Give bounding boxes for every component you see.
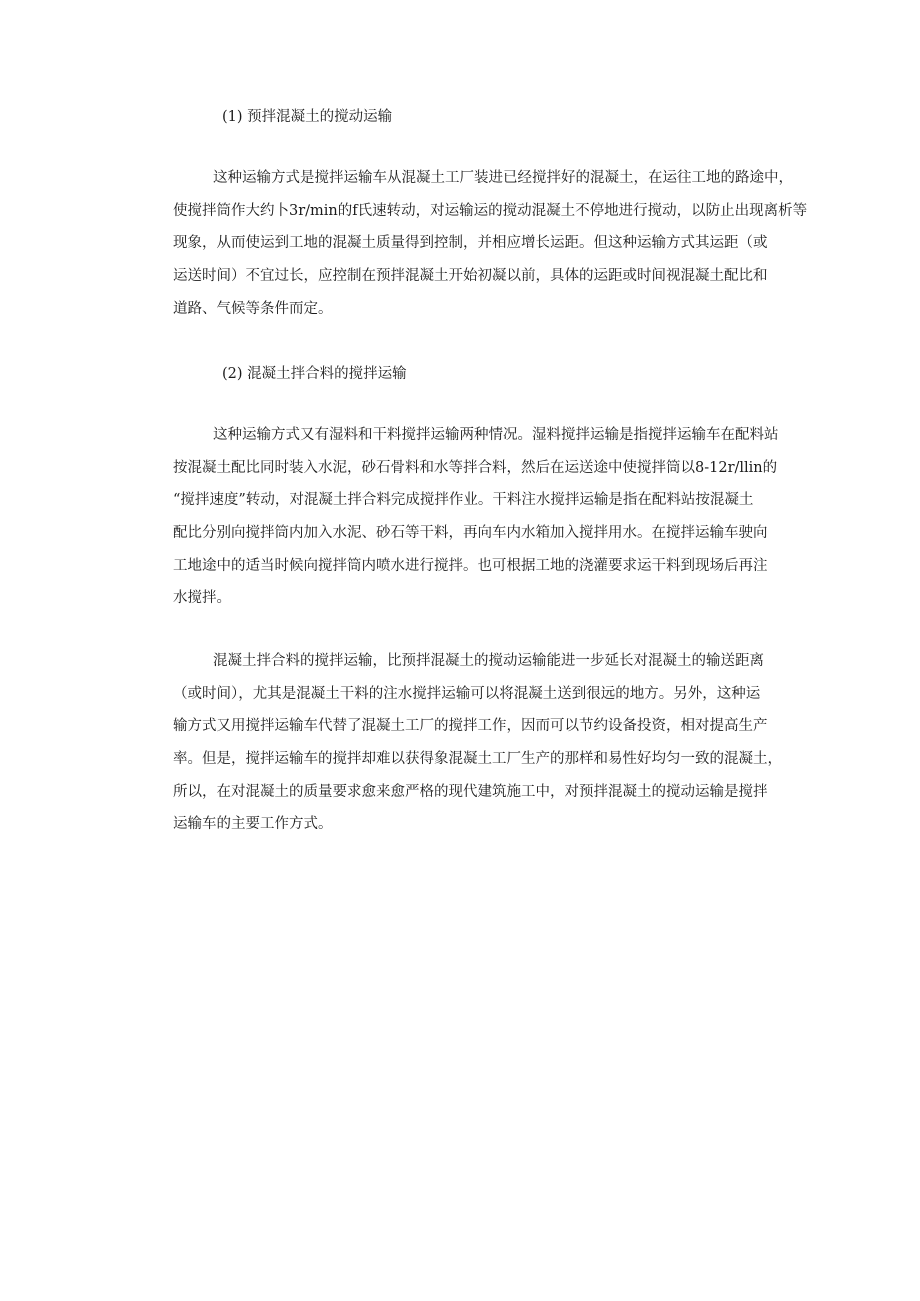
section-heading-2: (2) 混凝土拌合料的搅拌运输 [222, 366, 407, 382]
paragraph-line: 按混凝土配比同时装入水泥，砂石骨料和水等拌合料，然后在运送途中使搅拌筒以8-12r/llin的 [173, 459, 778, 476]
section-heading-1: (1) 预拌混凝土的搅动运输 [222, 109, 393, 125]
paragraph-line: 使搅拌筒作大约卜3r∕min的f氏速转动，对运输运的搅动混凝土不停地进行搅动，以防止出现离析等 [173, 202, 808, 219]
paragraph-line: 运输车的主要工作方式。 [173, 816, 333, 833]
paragraph-line: 这种运输方式是搅拌运输车从混凝土工厂装进已经搅拌好的混凝土，在运往工地的路途中， [213, 170, 793, 186]
paragraph-2 [173, 419, 813, 615]
paragraph-line: 所以，在对混凝土的质量要求愈来愈严格的现代建筑施工中，对预拌混凝土的搅动运输是搅拌 [173, 783, 768, 800]
paragraph-line: “搅拌速度”转动，对混凝土拌合料完成搅拌作业。干料注水搅拌运输是指在配料站按混凝土 [173, 492, 754, 509]
paragraph-line: 道路、气候等条件而定。 [173, 300, 333, 317]
paragraph-line: 运送时间）不宜过长，应控制在预拌混凝土开始初凝以前，具体的运距或时间视混凝土配比和 [173, 268, 768, 285]
paragraph-line: 水搅拌。 [173, 590, 231, 607]
paragraph-1 [173, 162, 813, 325]
paragraph-line: 这种运输方式又有湿料和干料搅拌运输两种情况。湿料搅拌运输是指搅拌运输车在配料站 [213, 427, 779, 443]
paragraph-line: 现象，从而使运到工地的混凝土质量得到控制，并相应增长运距。但这种运输方式其运距（或 [173, 235, 768, 252]
paragraph-line: 混凝土拌合料的搅拌运输，比预拌混凝土的搅动运输能进一步延长对混凝土的输送距离 [213, 653, 764, 669]
paragraph-line: 输方式又用搅拌运输车代替了混凝土工厂的搅拌工作，因而可以节约设备投资，相对提高生产 [173, 718, 768, 735]
paragraph-line: 率。但是，搅拌运输车的搅拌却难以获得象混凝土工厂生产的那样和易性好均匀一致的混凝土， [173, 751, 782, 768]
paragraph-line: （或时间），尤其是混凝土干料的注水搅拌运输可以将混凝土送到很远的地方。另外，这种运 [173, 685, 761, 702]
paragraph-line: 工地途中的适当时候向搅拌筒内喷水进行搅拌。也可根据工地的浇灌要求运干料到现场后再注 [173, 557, 768, 574]
paragraph-line: 配比分别向搅拌筒内加入水泥、砂石等干料，再向车内水箱加入搅拌用水。在搅拌运输车驶向 [173, 525, 768, 542]
paragraph-3 [173, 645, 813, 841]
